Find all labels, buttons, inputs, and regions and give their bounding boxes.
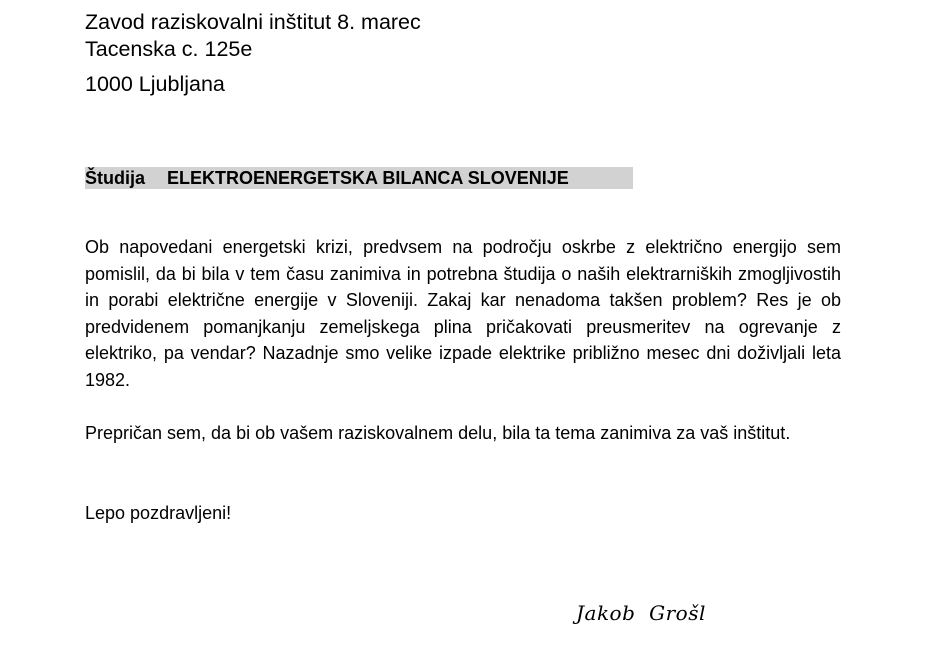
body-paragraph-2: Prepričan sem, da bi ob vašem raziskovalnem delu, bila ta tema zanimiva za vaš inštitut. [85, 423, 791, 443]
body-paragraph-1: Ob napovedani energetski krizi, predvsem na področju oskrbe z električno energijo sem pomislil, da bi bila v tem času zanimiva in potrebna študija o naših elektrarniških zmogljivostih in porabi električne energije v Sloveniji. Zakaj kar nenadoma takšen problem? Res je ob predvidenem pomanjkanju zemeljskega plina pričakovati preusmeritev na ogrevanje z elektriko, pa vendar? Nazadnje smo velike izpade elektrike približno mesec dni doživljali leta 1982. [85, 237, 841, 390]
closing-greeting: Lepo pozdravljeni! [85, 503, 232, 523]
subject-title: ELEKTROENERGETSKA BILANCA SLOVENIJE [167, 168, 569, 188]
subject-label: Študija [85, 168, 146, 188]
sender-city: 1000 Ljubljana [85, 72, 225, 96]
sender-street: Tacenska c. 125e [85, 37, 253, 61]
subject-line [85, 167, 633, 189]
sender-organization: Zavod raziskovalni inštitut 8. marec [85, 10, 421, 34]
signature: Jakob Grošl [576, 601, 706, 625]
